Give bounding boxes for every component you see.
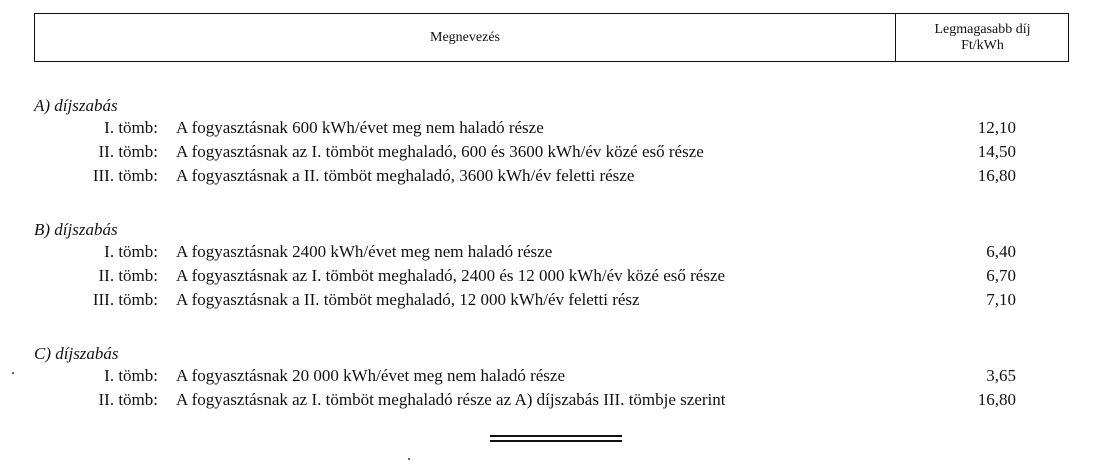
table-row [0,118,1094,142]
tier-label: III. tömb: [92,290,158,309]
tier-description: A fogyasztásnak a II. tömböt meghaladó, 3600 kWh/év feletti része [176,166,635,185]
scan-speck [12,372,14,374]
section-title: A) díjszabás [34,96,118,115]
tier-price: 7,10 [986,290,1016,309]
tier-label: II. tömb: [98,390,158,409]
table-row [0,142,1094,166]
table-row [0,242,1094,266]
tier-description: A fogyasztásnak a II. tömböt meghaladó, 12 000 kWh/év feletti rész [176,290,640,309]
tier-description: A fogyasztásnak 20 000 kWh/évet meg nem haladó része [176,366,565,385]
header-price-column [897,14,1068,61]
tier-price: 14,50 [977,142,1016,161]
tier-price: 16,80 [977,390,1016,409]
tier-label: I. tömb: [104,242,158,261]
tier-label: I. tömb: [104,366,158,385]
header-price-label-line1: Legmagasabb díj [934,21,1031,37]
tier-label: II. tömb: [98,266,158,285]
table-row [0,390,1094,414]
tier-description: A fogyasztásnak az I. tömböt meghaladó része az A) díjszabás III. tömbje szerint [176,390,726,409]
header-name-column [35,14,895,61]
section-title: B) díjszabás [34,220,118,239]
section-title: C) díjszabás [34,344,119,363]
header-name-label: Megnevezés [430,29,500,45]
closing-double-rule [490,435,622,442]
table-row [0,166,1094,190]
header-divider [895,14,896,61]
tier-description: A fogyasztásnak az I. tömböt meghaladó, 2400 és 12 000 kWh/év közé eső része [176,266,726,285]
table-row [0,290,1094,314]
header-price-label-line2: Ft/kWh [961,37,1004,53]
tier-label: III. tömb: [92,166,158,185]
tier-description: A fogyasztásnak 600 kWh/évet meg nem haladó része [176,118,544,137]
tier-label: II. tömb: [98,142,158,161]
tier-price: 6,40 [986,242,1016,261]
table-row [0,366,1094,390]
tier-price: 3,65 [986,366,1016,385]
scan-speck [408,458,410,460]
table-row [0,266,1094,290]
tier-label: I. tömb: [104,118,158,137]
tier-price: 6,70 [986,266,1016,285]
tier-description: A fogyasztásnak 2400 kWh/évet meg nem haladó része [176,242,553,261]
tier-description: A fogyasztásnak az I. tömböt meghaladó, 600 és 3600 kWh/év közé eső része [176,142,704,161]
table-header [34,13,1069,62]
tier-price: 16,80 [977,166,1016,185]
tier-price: 12,10 [977,118,1016,137]
